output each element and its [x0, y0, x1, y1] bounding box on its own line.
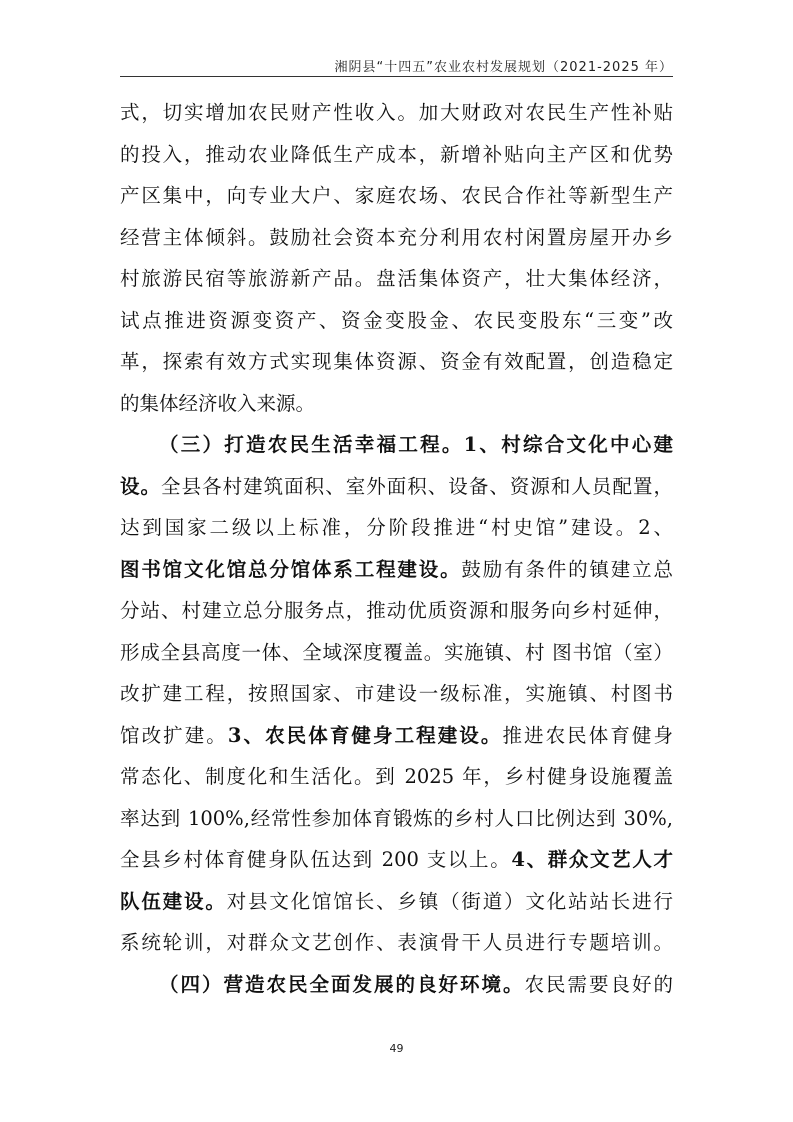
- section-heading-line: [120, 964, 673, 1006]
- text-line: [120, 300, 673, 342]
- text-line: [120, 922, 673, 964]
- text-run: 改扩建工程，按照国家、市建设一级标准，实施镇、村图书: [120, 682, 673, 705]
- bold-run: 图书馆文化馆总分馆体系工程建设。: [120, 557, 462, 581]
- text-line: [120, 798, 673, 840]
- text-line: [120, 217, 673, 259]
- text-line: [120, 673, 673, 715]
- bold-run: 4、群众文艺人才: [511, 848, 673, 871]
- body-text: [120, 92, 673, 1005]
- text-line: [120, 715, 673, 757]
- text-run: 馆改扩建。: [120, 723, 228, 747]
- text-run: 分站、村建立总分服务点，推动优质资源和服务向乡村延伸，: [120, 599, 673, 622]
- text-run: 的集体经济收入来源。: [120, 391, 316, 415]
- text-line: [120, 632, 673, 674]
- text-line: [120, 175, 673, 217]
- text-run: 全县乡村体育健身队伍达到 200 支以上。: [120, 848, 512, 871]
- text-run: 率达到 100%,经常性参加体育锻炼的乡村人口比例达到 30%,: [120, 806, 673, 830]
- text-run: 达到国家二级以上标准，分阶段推进“村史馆”建设。2、: [120, 516, 673, 539]
- page-number: 49: [389, 1042, 404, 1055]
- text-line: [120, 466, 673, 508]
- text-run: 全县各村建筑面积、室外面积、设备、资源和人员配置，: [161, 474, 673, 498]
- text-run: 经营主体倾斜。鼓励社会资本充分利用农村闲置房屋开办乡: [120, 225, 673, 249]
- text-line: [120, 258, 673, 300]
- text-line: [120, 590, 673, 632]
- text-run: 革，探索有效方式实现集体资源、资金有效配置，创造稳定: [120, 350, 673, 373]
- text-run: 式，切实增加农民财产性收入。加大财政对农民生产性补贴: [120, 101, 673, 124]
- text-run: 农民需要良好的: [524, 972, 673, 996]
- text-run: 推进农民体育健身: [502, 723, 673, 747]
- text-run: 试点推进资源变资产、资金变股金、农民变股东“三变”改: [120, 308, 673, 332]
- text-run: 形成全县高度一体、全域深度覆盖。实施镇、村 图书馆（室）: [120, 640, 673, 664]
- text-line: [120, 134, 673, 176]
- page-header: [120, 54, 673, 77]
- bold-run: 设。: [120, 474, 162, 498]
- text-line: [120, 507, 673, 549]
- text-run: 的投入，推动农业降低生产成本，新增补贴向主产区和优势: [120, 142, 673, 166]
- text-run: 村旅游民宿等旅游新产品。盘活集体资产，壮大集体经济，: [120, 267, 673, 290]
- text-run: 系统轮训，对群众文艺创作、表演骨干人员进行专题培训。: [120, 931, 673, 954]
- text-line: [120, 549, 673, 591]
- bold-run: 3、农民体育健身工程建设。: [227, 723, 503, 747]
- text-run: 鼓励有条件的镇建立总: [461, 557, 673, 581]
- text-run: 产区集中，向专业大户、家庭农场、农民合作社等新型生产: [120, 184, 673, 207]
- section-heading: （四）营造农民全面发展的良好环境。: [159, 972, 525, 996]
- text-line: [120, 756, 673, 798]
- header-title: 湘阴县“十四五”农业农村发展规划（2021-2025 年）: [334, 60, 673, 75]
- text-run: 对县文化馆馆长、乡镇（街道）文化站站长进行: [226, 889, 673, 913]
- text-line: [120, 881, 673, 923]
- text-run: 常态化、制度化和生活化。到 2025 年，乡村健身设施覆盖: [120, 765, 673, 788]
- section-heading-line: [120, 424, 673, 466]
- text-line: [120, 839, 673, 881]
- text-line: [120, 92, 673, 134]
- bold-run: 队伍建设。: [120, 889, 227, 913]
- section-heading: （三）打造农民生活幸福工程。1、村综合文化中心建: [159, 433, 673, 456]
- text-line: [120, 341, 673, 383]
- text-line: [120, 383, 673, 425]
